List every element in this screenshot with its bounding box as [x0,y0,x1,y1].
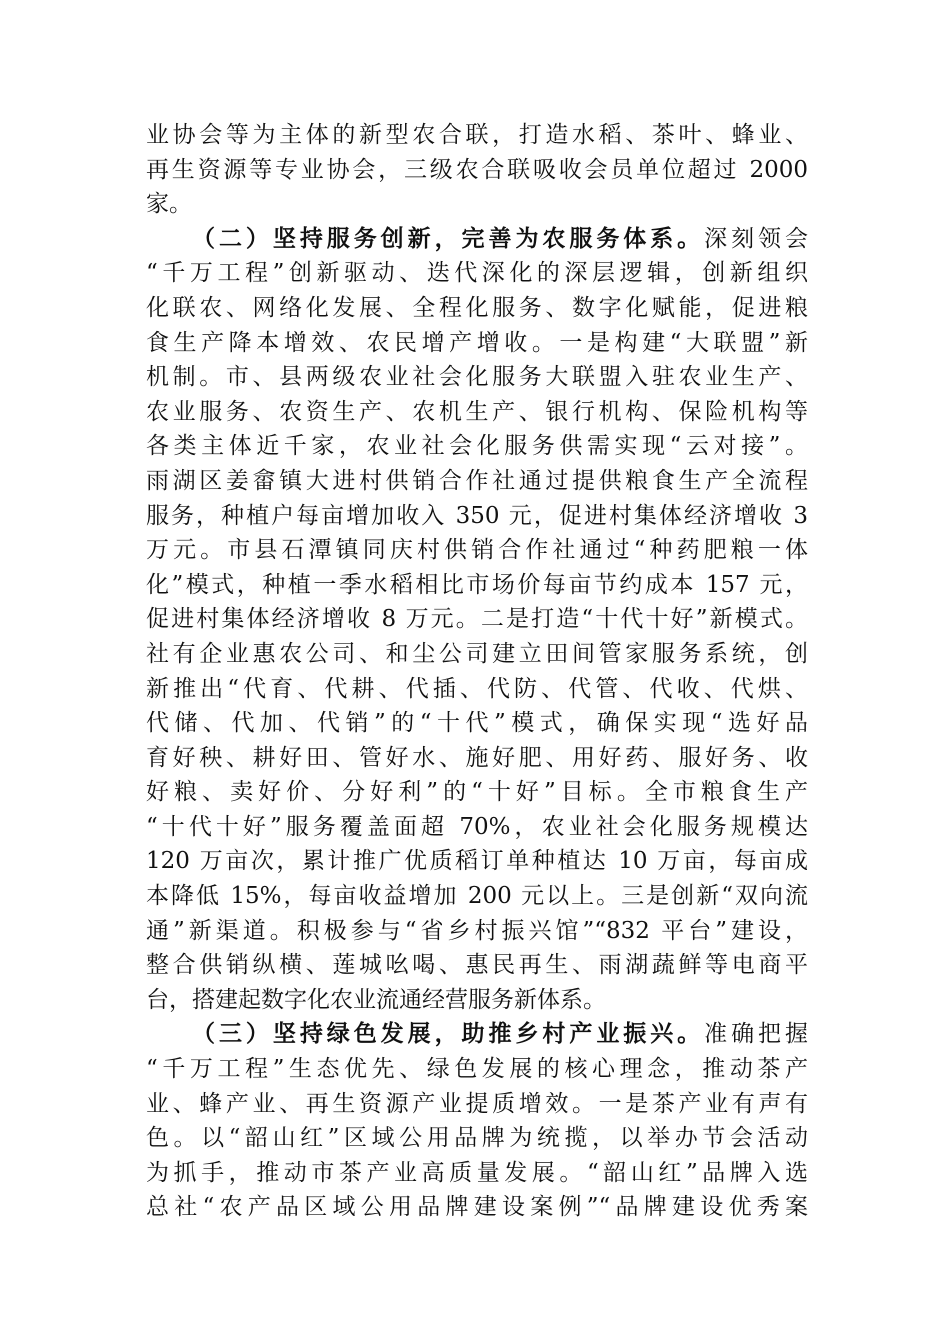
text-line: 育好秧、耕好田、管好水、施好肥、用好药、服好务、收 [146,744,808,771]
text-line: 为抓手，推动市茶产业高质量发展。“韶山红”品牌入选 [146,1159,808,1186]
text-line: 色。以“韶山红”区域公用品牌为统揽，以举办节会活动 [146,1125,808,1152]
text-line: “十代十好”服务覆盖面超 70%，农业社会化服务规模达 [146,813,808,840]
text-line: 新推出“代育、代耕、代插、代防、代管、代收、代烘、 [146,675,808,702]
text-line: 业、蜂产业、再生资源产业提质增效。一是茶产业有声有 [146,1090,808,1117]
text-line: 各类主体近千家，农业社会化服务供需实现“云对接”。 [146,433,808,460]
text-line: 农业服务、农资生产、农机生产、银行机构、保险机构等 [146,398,808,425]
section-heading: （二）坚持服务创新，完善为农服务体系。 [192,224,705,252]
text-line: 服务，种植户每亩增加收入 350 元，促进村集体经济增收 3 [146,502,808,529]
text-line: 雨湖区姜畲镇大进村供销合作社通过提供粮食生产全流程 [146,467,808,494]
text-line: 家。 [146,191,192,218]
paragraph-2 [146,222,808,1018]
text-line: 台，搭建起数字化农业流通经营服务新体系。 [146,986,606,1013]
text-line: 好粮、卖好价、分好利”的“十好”目标。全市粮食生产 [146,779,808,806]
text-line: 整合供销纵横、莲城吆喝、惠民再生、雨湖蔬鲜等电商平 [146,952,808,979]
text-line: 通”新渠道。积极参与“省乡村振兴馆”“832 平台”建设， [146,917,808,944]
text-line: 120 万亩次，累计推广优质稻订单种植达 10 万亩，每亩成 [146,848,808,875]
document-page [146,118,808,1225]
text-line: “千万工程”创新驱动、迭代深化的深层逻辑，创新组织 [146,260,808,287]
paragraph-1 [146,118,808,222]
section-heading: （三）坚持绿色发展，助推乡村产业振兴。 [192,1020,705,1048]
text-line: 业协会等为主体的新型农合联，打造水稻、茶叶、蜂业、 [146,122,808,148]
text-line: 食生产降本增效、农民增产增收。一是构建“大联盟”新 [146,329,808,356]
text-line: 本降低 15%，每亩收益增加 200 元以上。三是创新“双向流 [146,883,808,910]
text-line: （二）坚持服务创新，完善为农服务体系。深刻领会 [192,224,809,252]
paragraph-3 [146,1017,808,1225]
text-line: 再生资源等专业协会，三级农合联吸收会员单位超过 2000 [146,156,808,183]
text-line: 万元。市县石潭镇同庆村供销合作社通过“种药肥粮一体 [146,537,808,564]
text-line: （三）坚持绿色发展，助推乡村产业振兴。准确把握 [192,1020,809,1048]
text-line: “千万工程”生态优先、绿色发展的核心理念，推动茶产 [146,1056,808,1083]
text-line: 化”模式，种植一季水稻相比市场价每亩节约成本 157 元， [146,571,808,598]
text-line: 促进村集体经济增收 8 万元。二是打造“十代十好”新模式。 [146,606,808,633]
text-line: 社有企业惠农公司、和尘公司建立田间管家服务系统，创 [146,640,808,667]
text-line: 代储、代加、代销”的“十代”模式，确保实现“选好品 [146,710,808,737]
text-line: 机制。市、县两级农业社会化服务大联盟入驻农业生产、 [146,364,808,391]
text-line: 化联农、网络化发展、全程化服务、数字化赋能，促进粮 [146,294,808,321]
text-line: 总社“农产品区域公用品牌建设案例”“品牌建设优秀案 [146,1194,808,1221]
